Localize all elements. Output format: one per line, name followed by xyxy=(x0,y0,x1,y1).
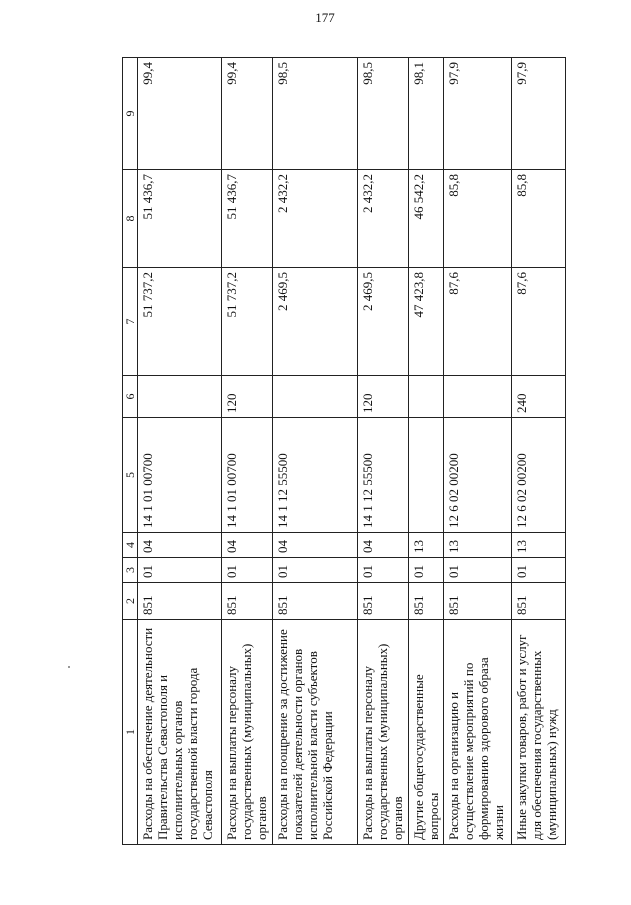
row-description: Расходы на организацию и осуществление мероприятий по формированию здорового образа жизни xyxy=(444,620,512,845)
row-executed: 2 432,2 xyxy=(273,170,358,268)
row-section: 01 xyxy=(273,558,358,583)
row-expense-type: 120 xyxy=(358,376,409,418)
row-section: 01 xyxy=(512,558,566,583)
row-target-article xyxy=(409,418,444,533)
row-expense-type xyxy=(409,376,444,418)
header-col-1: 1 xyxy=(123,620,138,845)
page-number: 177 xyxy=(315,10,335,25)
table-row xyxy=(273,58,358,845)
row-expense-type xyxy=(444,376,512,418)
row-description: Расходы на поощрение за достижение показателей деятельности органов исполнительной власти субъектов Российской Федерации xyxy=(273,620,358,845)
row-subsection: 13 xyxy=(444,533,512,558)
header-col-7: 7 xyxy=(123,268,138,376)
table-row xyxy=(512,58,566,845)
table-row xyxy=(222,58,273,845)
header-col-9: 9 xyxy=(123,58,138,170)
row-code: 851 xyxy=(409,583,444,620)
header-col-8: 8 xyxy=(123,170,138,268)
row-percent: 99,4 xyxy=(138,58,222,170)
row-planned: 51 737,2 xyxy=(222,268,273,376)
row-planned: 2 469,5 xyxy=(358,268,409,376)
row-description: Расходы на обеспечение деятельности Правительства Севастополя и исполнительных органов государственной власти города Севастополя xyxy=(138,620,222,845)
row-planned: 87,6 xyxy=(512,268,566,376)
row-planned: 87,6 xyxy=(444,268,512,376)
row-planned: 51 737,2 xyxy=(138,268,222,376)
row-subsection: 04 xyxy=(273,533,358,558)
row-description: Иные закупки товаров, работ и услуг для обеспечения государственных (муниципальных) нужд xyxy=(512,620,566,845)
row-expense-type: 120 xyxy=(222,376,273,418)
row-percent: 98,5 xyxy=(273,58,358,170)
row-planned: 47 423,8 xyxy=(409,268,444,376)
row-executed: 46 542,2 xyxy=(409,170,444,268)
rotated-table xyxy=(122,58,559,845)
header-row xyxy=(123,58,138,845)
header-col-6: 6 xyxy=(123,376,138,418)
row-code: 851 xyxy=(444,583,512,620)
row-section: 01 xyxy=(409,558,444,583)
budget-table xyxy=(122,57,566,845)
table-row xyxy=(138,58,222,845)
scan-speck xyxy=(68,666,70,668)
row-target-article: 14 1 12 55500 xyxy=(273,418,358,533)
row-executed: 51 436,7 xyxy=(222,170,273,268)
row-target-article: 14 1 01 00700 xyxy=(222,418,273,533)
row-code: 851 xyxy=(222,583,273,620)
row-code: 851 xyxy=(273,583,358,620)
row-subsection: 13 xyxy=(409,533,444,558)
row-percent: 99,4 xyxy=(222,58,273,170)
header-col-3: 3 xyxy=(123,558,138,583)
row-section: 01 xyxy=(138,558,222,583)
row-percent: 98,1 xyxy=(409,58,444,170)
row-percent: 98,5 xyxy=(358,58,409,170)
row-description: Расходы на выплаты персоналу государственных (муниципальных) органов xyxy=(222,620,273,845)
row-description: Расходы на выплаты персоналу государственных (муниципальных) органов xyxy=(358,620,409,845)
row-executed: 85,8 xyxy=(444,170,512,268)
table-row xyxy=(444,58,512,845)
row-subsection: 04 xyxy=(358,533,409,558)
row-target-article: 12 6 02 00200 xyxy=(444,418,512,533)
row-section: 01 xyxy=(358,558,409,583)
row-subsection: 04 xyxy=(138,533,222,558)
budget-table-container xyxy=(122,58,559,845)
table-row xyxy=(409,58,444,845)
row-subsection: 13 xyxy=(512,533,566,558)
header-col-5: 5 xyxy=(123,418,138,533)
row-target-article: 14 1 01 00700 xyxy=(138,418,222,533)
row-percent: 97,9 xyxy=(444,58,512,170)
row-executed: 85,8 xyxy=(512,170,566,268)
row-code: 851 xyxy=(512,583,566,620)
row-executed: 2 432,2 xyxy=(358,170,409,268)
header-col-2: 2 xyxy=(123,583,138,620)
row-section: 01 xyxy=(444,558,512,583)
row-target-article: 14 1 12 55500 xyxy=(358,418,409,533)
row-code: 851 xyxy=(358,583,409,620)
row-subsection: 04 xyxy=(222,533,273,558)
row-percent: 97,9 xyxy=(512,58,566,170)
header-col-4: 4 xyxy=(123,533,138,558)
row-section: 01 xyxy=(222,558,273,583)
row-planned: 2 469,5 xyxy=(273,268,358,376)
row-executed: 51 436,7 xyxy=(138,170,222,268)
row-expense-type xyxy=(138,376,222,418)
row-expense-type: 240 xyxy=(512,376,566,418)
row-description: Другие общегосударственные вопросы xyxy=(409,620,444,845)
row-target-article: 12 6 02 00200 xyxy=(512,418,566,533)
table-row xyxy=(358,58,409,845)
row-expense-type xyxy=(273,376,358,418)
row-code: 851 xyxy=(138,583,222,620)
